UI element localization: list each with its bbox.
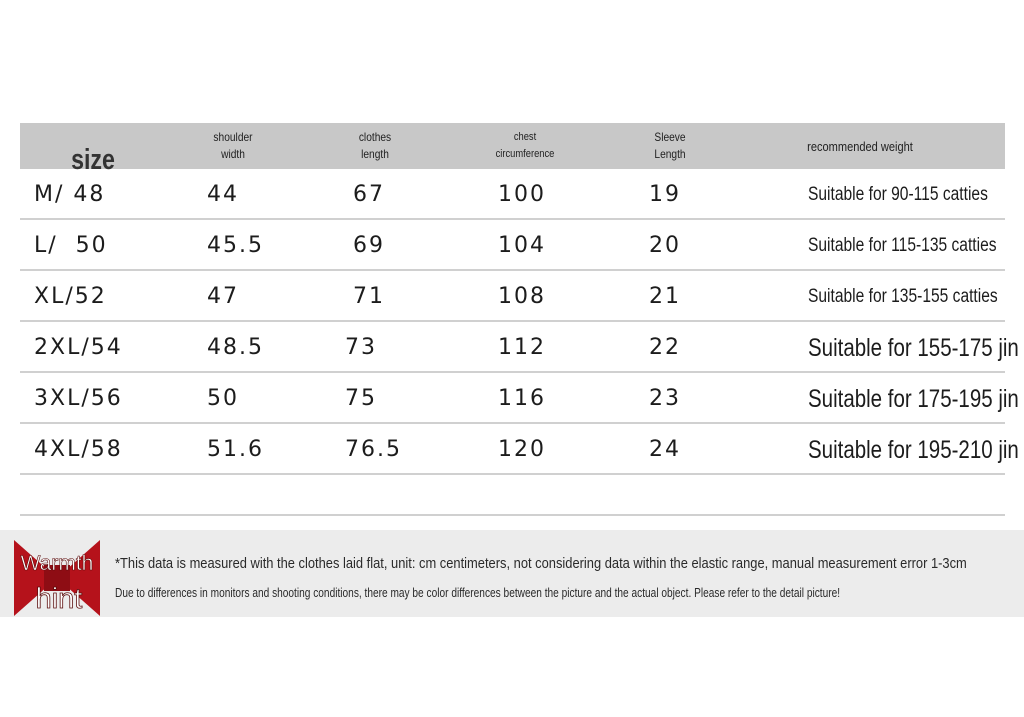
cell-sleeve: 23 (649, 386, 681, 411)
cell-size: 4XL/58 (34, 437, 123, 462)
cell-weight: Suitable for 195-210 jin (808, 436, 1019, 464)
header-weight-label: recommended weight (807, 138, 913, 154)
cell-weight: Suitable for 90-115 catties (808, 184, 988, 205)
header-clothes-line2: length (361, 147, 389, 161)
cell-chest: 120 (498, 437, 546, 462)
cell-chest: 116 (498, 386, 546, 411)
cell-sleeve: 21 (649, 284, 681, 309)
cell-weight: Suitable for 155-175 jin (808, 334, 1019, 362)
header-clothes-length (345, 123, 405, 169)
cell-sleeve: 20 (649, 233, 681, 258)
cell-shoulder: 45.5 (207, 233, 264, 258)
warmth-hint-band (0, 530, 1024, 617)
header-shoulder-line1: shoulder (213, 130, 253, 144)
cell-sleeve: 24 (649, 437, 681, 462)
table-row (20, 322, 1019, 373)
header-shoulder-line2: width (221, 147, 245, 161)
ribbon-bow-icon (14, 540, 100, 616)
cell-clothes-length: 67 (353, 182, 385, 207)
cell-shoulder: 48.5 (207, 335, 264, 360)
cell-weight: Suitable for 135-155 catties (808, 286, 998, 307)
header-recommended-weight (796, 123, 924, 169)
cell-sleeve: 19 (649, 182, 681, 207)
hint-color-note: Due to differences in monitors and shooting conditions, there may be color differences between the picture and the actual object. Please refer to the detail picture! (115, 585, 841, 600)
table-header (20, 123, 1005, 176)
header-clothes-line1: clothes (358, 130, 392, 144)
cell-chest: 100 (498, 182, 546, 207)
cell-size: M/ 48 (34, 182, 106, 207)
cell-chest: 104 (498, 233, 546, 258)
cell-clothes-length: 71 (353, 284, 385, 309)
cell-clothes-length: 73 (345, 335, 377, 360)
table-row (20, 169, 1005, 220)
cell-chest: 112 (498, 335, 546, 360)
table-spacer-row (20, 466, 1005, 516)
cell-shoulder: 50 (207, 386, 239, 411)
cell-size: 2XL/54 (34, 335, 123, 360)
header-sleeve-line2: Length (654, 147, 686, 161)
header-chest-circumference (487, 123, 564, 169)
cell-clothes-length: 75 (345, 386, 377, 411)
cell-chest: 108 (498, 284, 546, 309)
table-row (20, 373, 1019, 424)
cell-shoulder: 44 (207, 182, 239, 207)
cell-clothes-length: 76.5 (345, 437, 402, 462)
header-shoulder-width (203, 123, 263, 169)
header-sleeve-length (640, 123, 700, 169)
cell-shoulder: 51.6 (207, 437, 264, 462)
cell-shoulder: 47 (207, 284, 239, 309)
cell-weight: Suitable for 175-195 jin (808, 385, 1019, 413)
cell-weight: Suitable for 115-135 catties (808, 235, 997, 256)
cell-clothes-length: 69 (353, 233, 385, 258)
table-row (20, 220, 1005, 271)
cell-sleeve: 22 (649, 335, 681, 360)
header-chest-line2: circumference (495, 148, 555, 160)
cell-size: XL/52 (34, 284, 107, 309)
badge-line2: hint (35, 583, 83, 615)
table-row (20, 271, 1005, 322)
cell-size: 3XL/56 (34, 386, 123, 411)
size-chart-table (20, 123, 1019, 475)
header-chest-line1: chest (513, 131, 537, 143)
warmth-hint-badge (14, 540, 100, 616)
header-size-label: size (71, 144, 115, 176)
badge-line1: Warmth (20, 552, 94, 575)
cell-size: L/ 50 (34, 233, 108, 258)
hint-measurement-note: *This data is measured with the clothes laid flat, unit: cm centimeters, not considering data within the elastic range, manual measurement error 1-3cm (115, 555, 967, 572)
header-sleeve-line1: Sleeve (654, 130, 686, 144)
